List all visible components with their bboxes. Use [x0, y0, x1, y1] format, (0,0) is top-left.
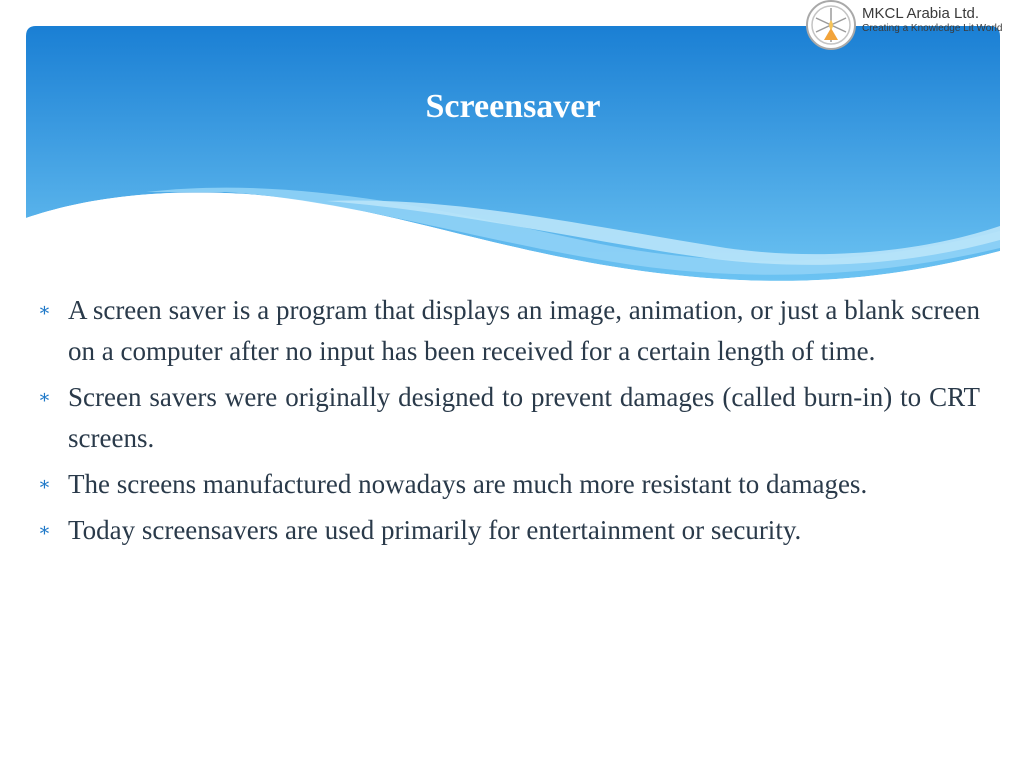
bullet-asterisk-icon: ∗	[38, 474, 51, 495]
bullet-item	[38, 464, 980, 505]
header-banner	[26, 26, 1000, 286]
slide-title: Screensaver	[425, 88, 601, 125]
logo-emblem-icon	[804, 0, 858, 52]
bullet-item	[38, 290, 980, 372]
bullet-text: Screen savers were originally designed to prevent damages (called burn-in) to CRT screens.	[68, 382, 980, 453]
logo-company-name: MKCL Arabia Ltd.	[862, 5, 980, 22]
bullet-asterisk-icon: ∗	[38, 387, 51, 408]
bullet-text: The screens manufactured nowadays are much more resistant to damages.	[68, 469, 868, 499]
logo-text	[862, 5, 1002, 35]
bullet-asterisk-icon: ∗	[38, 520, 51, 541]
bullet-item	[38, 377, 980, 459]
company-logo	[804, 0, 1024, 52]
bullet-text: Today screensavers are used primarily for entertainment or security.	[68, 515, 802, 545]
bullet-text: A screen saver is a program that displays an image, animation, or just a blank screen on a computer after no input has been received for a certain length of time.	[68, 295, 980, 366]
bullet-asterisk-icon: ∗	[38, 300, 51, 321]
logo-tagline: Creating a Knowledge Lit World	[862, 23, 1003, 34]
bullet-item	[38, 510, 980, 551]
bullet-list	[38, 290, 980, 556]
